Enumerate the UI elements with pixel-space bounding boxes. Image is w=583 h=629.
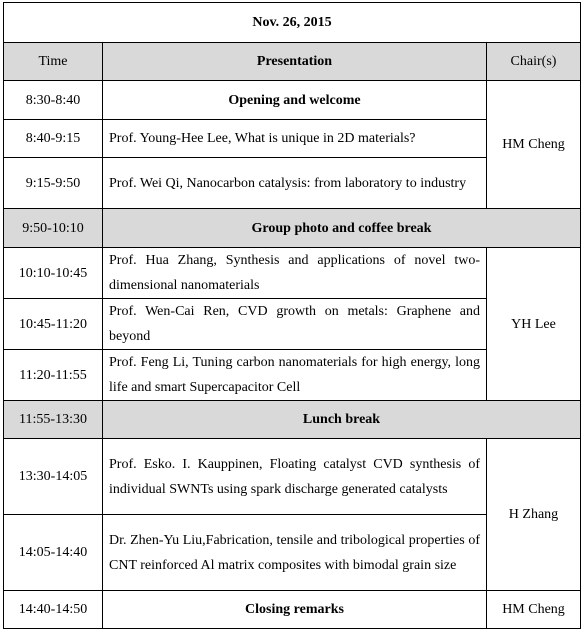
date-row — [4, 3, 581, 43]
presentation-cell: Prof. Wen-Cai Ren, CVD growth on metals: Graphene and beyond — [103, 299, 487, 350]
time-cell: 9:50-10:10 — [4, 209, 103, 248]
break-row — [4, 401, 581, 439]
table-row — [4, 248, 581, 299]
presentation-cell: Prof. Feng Li, Tuning carbon nanomaterials for high energy, long life and smart Supercapacitor Cell — [103, 350, 487, 401]
date-heading: Nov. 26, 2015 — [4, 3, 581, 43]
presentation-cell: Prof. Wei Qi, Nanocarbon catalysis: from laboratory to industry — [103, 158, 487, 209]
header-row — [4, 43, 581, 81]
presentation-cell: Prof. Esko. I. Kauppinen, Floating catalyst CVD synthesis of individual SWNTs using spark discharge generated catalysts — [103, 439, 487, 515]
program-schedule — [3, 2, 581, 629]
break-title-cell: Group photo and coffee break — [103, 209, 581, 248]
time-cell: 10:10-10:45 — [4, 248, 103, 299]
chair-column-header: Chair(s) — [487, 43, 581, 81]
time-cell: 14:05-14:40 — [4, 515, 103, 591]
time-cell: 13:30-14:05 — [4, 439, 103, 515]
break-title-cell: Lunch break — [103, 401, 581, 439]
time-cell: 8:30-8:40 — [4, 81, 103, 120]
presentation-cell: Prof. Young-Hee Lee, What is unique in 2D materials? — [103, 120, 487, 158]
chair-cell: HM Cheng — [487, 81, 581, 209]
chair-cell: HM Cheng — [487, 591, 581, 629]
table-row — [4, 439, 581, 515]
time-cell: 9:15-9:50 — [4, 158, 103, 209]
chair-cell: H Zhang — [487, 439, 581, 591]
schedule-table — [3, 2, 581, 629]
presentation-cell: Dr. Zhen-Yu Liu,Fabrication, tensile and tribological properties of CNT reinforced Al matrix composites with bimodal grain size — [103, 515, 487, 591]
time-column-header: Time — [4, 43, 103, 81]
time-cell: 10:45-11:20 — [4, 299, 103, 350]
presentation-column-header: Presentation — [103, 43, 487, 81]
time-cell: 14:40-14:50 — [4, 591, 103, 629]
session-title-cell: Closing remarks — [103, 591, 487, 629]
time-cell: 8:40-9:15 — [4, 120, 103, 158]
break-row — [4, 209, 581, 248]
presentation-cell: Prof. Hua Zhang, Synthesis and applications of novel two-dimensional nanomaterials — [103, 248, 487, 299]
time-cell: 11:55-13:30 — [4, 401, 103, 439]
chair-cell: YH Lee — [487, 248, 581, 401]
time-cell: 11:20-11:55 — [4, 350, 103, 401]
table-row — [4, 81, 581, 120]
session-title-cell: Opening and welcome — [103, 81, 487, 120]
table-row — [4, 591, 581, 629]
